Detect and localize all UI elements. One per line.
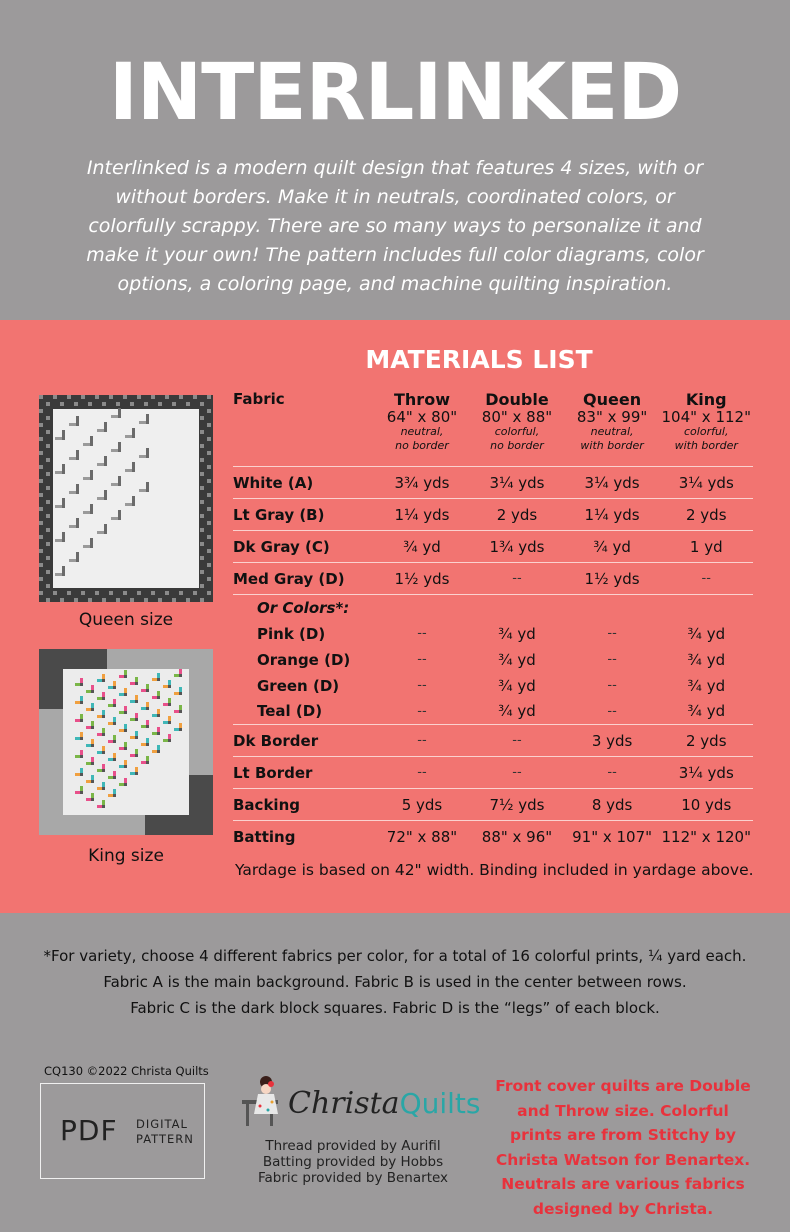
row-value: -- bbox=[417, 652, 427, 667]
credit-line: Batting provided by Hobbs bbox=[262, 1154, 444, 1170]
col-queen: Queen 83" x 99" neutral, with border bbox=[565, 390, 660, 467]
pdf-badge bbox=[40, 1083, 205, 1179]
table-row bbox=[233, 467, 753, 499]
table-row bbox=[233, 757, 753, 789]
extra-rows bbox=[233, 725, 753, 853]
row-value: -- bbox=[469, 563, 564, 595]
table-row bbox=[233, 563, 753, 595]
logo-wordmark: ChristaQuilts bbox=[288, 1086, 481, 1121]
row-label: Green (D) bbox=[257, 676, 340, 695]
fabric-rows bbox=[233, 467, 753, 595]
materials-title: MATERIALS LIST bbox=[365, 345, 593, 374]
row-label: White (A) bbox=[233, 467, 375, 499]
or-colors-label: Or Colors*: bbox=[257, 598, 350, 617]
row-value: -- bbox=[375, 757, 470, 789]
row-value: -- bbox=[607, 678, 617, 693]
row-value: 1¾ yds bbox=[469, 531, 564, 563]
table-row bbox=[233, 725, 753, 757]
copyright: CQ130 ©2022 Christa Quilts bbox=[44, 1064, 209, 1078]
table-row bbox=[233, 699, 753, 725]
row-value: 1¼ yds bbox=[375, 499, 470, 531]
row-value: ¾ yd bbox=[375, 531, 470, 563]
row-label: Lt Border bbox=[233, 757, 375, 789]
row-value: ¾ yd bbox=[469, 699, 564, 725]
row-label: Batting bbox=[233, 827, 296, 846]
col-king: King 104" x 112" colorful, with border bbox=[660, 390, 754, 467]
row-value: 72" x 88" bbox=[386, 827, 458, 846]
pattern-title: INTERLINKED bbox=[108, 48, 682, 138]
row-value: 91" x 107" bbox=[572, 827, 653, 846]
row-value: 3¼ yds bbox=[660, 467, 754, 499]
row-value: ¾ yd bbox=[565, 531, 660, 563]
table-row bbox=[233, 789, 753, 821]
footnote-line: Fabric A is the main background. Fabric B is used in the center between rows. bbox=[103, 973, 687, 991]
table-row bbox=[233, 821, 753, 853]
row-label: Dk Border bbox=[233, 725, 375, 757]
credits bbox=[248, 1138, 458, 1186]
row-value: 88" x 96" bbox=[481, 827, 553, 846]
row-value: ¾ yd bbox=[660, 699, 754, 725]
row-value: -- bbox=[375, 725, 470, 757]
front-cover-note: Front cover quilts are Double and Throw size. Colorful prints are from Stitchy by Christa Watson for Benartex. Neutrals are various fabrics designed by Christa. bbox=[495, 1077, 751, 1218]
table-row bbox=[233, 531, 753, 563]
row-value: 3¼ yds bbox=[565, 467, 660, 499]
king-size-caption: King size bbox=[88, 846, 164, 866]
row-value: -- bbox=[417, 626, 427, 641]
or-colors-row bbox=[233, 595, 753, 621]
row-value: -- bbox=[607, 652, 617, 667]
row-value: -- bbox=[375, 699, 470, 725]
col-double: Double 80" x 88" colorful, no border bbox=[469, 390, 564, 467]
row-value: -- bbox=[469, 757, 564, 789]
col-throw: Throw 64" x 80" neutral, no border bbox=[375, 390, 470, 467]
footnotes bbox=[40, 943, 750, 1021]
row-value: ¾ yd bbox=[498, 624, 536, 643]
row-label: Pink (D) bbox=[257, 624, 326, 643]
row-value: 1 yd bbox=[660, 531, 754, 563]
row-value: 2 yds bbox=[469, 499, 564, 531]
row-label: Lt Gray (B) bbox=[233, 499, 375, 531]
queen-size-caption: Queen size bbox=[78, 610, 174, 630]
row-value: -- bbox=[417, 678, 427, 693]
footnote-line: Fabric C is the dark block squares. Fabric D is the “legs” of each block. bbox=[130, 999, 660, 1017]
table-row bbox=[233, 621, 753, 647]
row-value: -- bbox=[607, 626, 617, 641]
row-label: Teal (D) bbox=[233, 699, 375, 725]
pdf-label: PDF bbox=[60, 1114, 118, 1147]
yardage-note: Yardage is based on 42" width. Binding included in yardage above. bbox=[235, 861, 754, 879]
table-row bbox=[233, 673, 753, 699]
row-value: ¾ yd bbox=[498, 676, 536, 695]
row-value: 8 yds bbox=[565, 789, 660, 821]
row-value: 3 yds bbox=[565, 725, 660, 757]
row-label: Backing bbox=[233, 789, 375, 821]
row-label: Med Gray (D) bbox=[233, 563, 375, 595]
pattern-description: Interlinked is a modern quilt design that features 4 sizes, with or without borders. Make it in neutrals, coordinated colors, or colorfully scrappy. There are so many ways to personalize it and make it your own! The pattern includes full color diagrams, color options, a coloring page, and machine quilting inspiration. bbox=[86, 157, 704, 295]
materials-table bbox=[233, 390, 753, 853]
row-value: 3¾ yds bbox=[375, 467, 470, 499]
row-value: 2 yds bbox=[660, 499, 754, 531]
queen-quilt-image bbox=[39, 395, 213, 602]
row-label: Dk Gray (C) bbox=[233, 531, 375, 563]
row-value: 112" x 120" bbox=[661, 827, 751, 846]
row-value: -- bbox=[660, 563, 754, 595]
credit-line: Fabric provided by Benartex bbox=[257, 1170, 449, 1186]
row-value: ¾ yd bbox=[687, 650, 726, 669]
fabric-header: Fabric bbox=[233, 390, 375, 467]
row-value: 2 yds bbox=[660, 725, 754, 757]
color-rows bbox=[233, 621, 753, 725]
row-value: ¾ yd bbox=[687, 676, 726, 695]
row-value: 3¼ yds bbox=[660, 757, 754, 789]
row-value: ¾ yd bbox=[687, 624, 726, 643]
row-value: -- bbox=[565, 699, 660, 725]
row-value: 1½ yds bbox=[565, 563, 660, 595]
table-row bbox=[233, 499, 753, 531]
row-value: -- bbox=[469, 725, 564, 757]
footnote-line: *For variety, choose 4 different fabrics per color, for a total of 16 colorful prints, ¼ yard each. bbox=[43, 947, 747, 965]
table-header-row bbox=[233, 390, 753, 467]
table-row bbox=[233, 647, 753, 673]
row-value: 7½ yds bbox=[469, 789, 564, 821]
row-value: 1½ yds bbox=[375, 563, 470, 595]
credit-line: Thread provided by Aurifil bbox=[265, 1138, 441, 1154]
row-value: 10 yds bbox=[660, 789, 754, 821]
row-value: -- bbox=[565, 757, 660, 789]
digital-pattern-label: DIGITAL PATTERN bbox=[136, 1117, 194, 1146]
row-value: 1¼ yds bbox=[565, 499, 660, 531]
row-value: 3¼ yds bbox=[469, 467, 564, 499]
row-value: 5 yds bbox=[375, 789, 470, 821]
king-quilt-image bbox=[39, 649, 213, 835]
row-value: ¾ yd bbox=[498, 650, 536, 669]
row-label: Orange (D) bbox=[257, 650, 351, 669]
